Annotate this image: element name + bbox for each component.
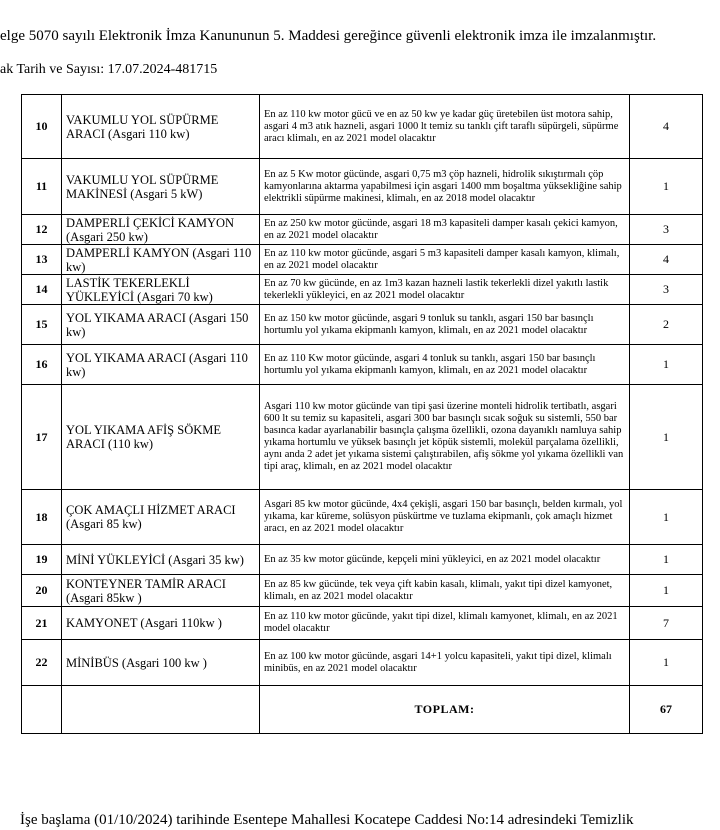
vehicle-name: MİNİBÜS (Asgari 100 kw ): [62, 640, 260, 686]
table-row: [22, 305, 703, 345]
vehicle-name: ÇOK AMAÇLI HİZMET ARACI (Asgari 85 kw): [62, 490, 260, 545]
vehicle-quantity: 1: [630, 575, 703, 607]
footer-text: İşe başlama (01/10/2024) tarihinde Esentepe Mahallesi Kocatepe Caddesi No:14 adresindeki Temizlik: [20, 812, 634, 828]
table-row: [22, 215, 703, 245]
row-number: 10: [22, 95, 62, 159]
row-number: 14: [22, 275, 62, 305]
vehicle-description: En az 110 Kw motor gücünde, asgari 4 tonluk su tanklı, asgari 150 bar basınçlı hortumlu yol yıkama ekipmanlı kamyon, klimalı, en az 2021 model olacaktır: [260, 345, 630, 385]
total-label: TOPLAM:: [260, 686, 630, 734]
vehicle-quantity: 1: [630, 545, 703, 575]
vehicle-description: En az 150 kw motor gücünde, asgari 9 tonluk su tanklı, asgari 150 bar basınçlı hortumlu yol yıkama ekipmanlı kamyon, klimalı, en az 2021 model olacaktır: [260, 305, 630, 345]
vehicle-quantity: 4: [630, 95, 703, 159]
table-row: [22, 490, 703, 545]
row-number: 15: [22, 305, 62, 345]
row-number: 18: [22, 490, 62, 545]
vehicle-description: En az 110 kw motor gücünde, yakıt tipi dizel, klimalı kamyonet, klimalı, en az 2021 model olacaktır: [260, 607, 630, 640]
vehicle-quantity: 1: [630, 159, 703, 215]
vehicle-name: MİNİ YÜKLEYİCİ (Asgari 35 kw): [62, 545, 260, 575]
row-number: 12: [22, 215, 62, 245]
vehicle-quantity: 1: [630, 345, 703, 385]
row-number: 20: [22, 575, 62, 607]
vehicle-quantity: 1: [630, 385, 703, 490]
total-quantity: 67: [630, 686, 703, 734]
vehicle-name: YOL YIKAMA ARACI (Asgari 150 kw): [62, 305, 260, 345]
row-number: 21: [22, 607, 62, 640]
document-date-number: ak Tarih ve Sayısı: 17.07.2024-481715: [0, 62, 218, 77]
vehicle-description: Asgari 85 kw motor gücünde, 4x4 çekişli, asgari 150 bar basınçlı, belden kırmalı, yol yıkama, kar küreme, solüsyon püskürtme ve tuzlama ekipmanlı, çok amaçlı hizmet aracı, en az 2021 model olacaktır: [260, 490, 630, 545]
vehicle-quantity: 3: [630, 215, 703, 245]
table-row: [22, 640, 703, 686]
vehicle-description: En az 5 Kw motor gücünde, asgari 0,75 m3 çöp hazneli, hidrolik sıkıştırmalı çöp kamyonlarına aktarma yapabilmesi için asgari 1400 mm boşaltma yüksekliğine sahip elektrikli süpürme makinesi, klimalı, en az 2018 model olacaktır: [260, 159, 630, 215]
table-row: [22, 95, 703, 159]
row-number: 11: [22, 159, 62, 215]
vehicle-name: YOL YIKAMA AFİŞ SÖKME ARACI (110 kw): [62, 385, 260, 490]
table-row: [22, 159, 703, 215]
vehicle-name: KONTEYNER TAMİR ARACI (Asgari 85kw ): [62, 575, 260, 607]
vehicle-description: En az 35 kw motor gücünde, kepçeli mini yükleyici, en az 2021 model olacaktır: [260, 545, 630, 575]
row-number: 16: [22, 345, 62, 385]
total-row: [22, 686, 703, 734]
vehicle-quantity: 4: [630, 245, 703, 275]
vehicle-quantity: 1: [630, 640, 703, 686]
vehicle-name: YOL YIKAMA ARACI (Asgari 110 kw): [62, 345, 260, 385]
row-number: 17: [22, 385, 62, 490]
table-row: [22, 275, 703, 305]
table-row: [22, 345, 703, 385]
vehicle-quantity: 1: [630, 490, 703, 545]
table-row: [22, 607, 703, 640]
row-number: 19: [22, 545, 62, 575]
signature-notice: elge 5070 sayılı Elektronik İmza Kanununun 5. Maddesi gereğince güvenli elektronik imza ile imzalanmıştır.: [0, 28, 657, 44]
vehicle-name: KAMYONET (Asgari 110kw ): [62, 607, 260, 640]
vehicle-description: En az 70 kw gücünde, en az 1m3 kazan hazneli lastik tekerlekli dizel yakıtlı lastik tekerlekli yükleyici, en az 2021 model olacaktır: [260, 275, 630, 305]
vehicle-quantity: 7: [630, 607, 703, 640]
vehicle-description: En az 110 kw motor gücünde, asgari 5 m3 kapasiteli damper kasalı kamyon, klimalı, en az 2021 model olacaktır: [260, 245, 630, 275]
row-number: 13: [22, 245, 62, 275]
vehicle-description: En az 110 kw motor gücü ve en az 50 kw ye kadar güç üretebilen üst motora sahip, asgari 4 m3 atık hazneli, asgari 1000 lt temiz su tanklı çift taraflı süpürgeli, süpürme aracı klimalı, en az 2021 model olacaktır: [260, 95, 630, 159]
vehicle-description: Asgari 110 kw motor gücünde van tipi şasi üzerine monteli hidrolik tertibatlı, asgari 600 lt su temiz su kapasiteli, asgari 300 bar basınçlı sıcak soğuk su sistemli, 550 bar basınca kadar ayarlanabilir basınçla çalışma özellikli, ozona dayanıklı namluya sahip yıkama hortumlu ve yüksek basınçlı jet köpük sistemli, molekül parçalama özellikli, aynı anda 2 adet jet yıkama sistemi çalıştırabilen, afiş sökme yol yıkama özellikli van tipi araç, klimalı, en az 2021 model olacaktır: [260, 385, 630, 490]
vehicle-description: En az 85 kw gücünde, tek veya çift kabin kasalı, klimalı, yakıt tipi dizel kamyonet, klimalı, en az 2021 model olacaktır: [260, 575, 630, 607]
vehicle-quantity: 2: [630, 305, 703, 345]
vehicle-name: DAMPERLİ KAMYON (Asgari 110 kw): [62, 245, 260, 275]
vehicle-name: VAKUMLU YOL SÜPÜRME MAKİNESİ (Asgari 5 kW): [62, 159, 260, 215]
table-row: [22, 545, 703, 575]
vehicle-name: LASTİK TEKERLEKLİ YÜKLEYİCİ (Asgari 70 kw): [62, 275, 260, 305]
table-row: [22, 245, 703, 275]
vehicle-table: [21, 94, 703, 734]
total-empty-cell: [62, 686, 260, 734]
row-number: 22: [22, 640, 62, 686]
vehicle-name: DAMPERLİ ÇEKİCİ KAMYON (Asgari 250 kw): [62, 215, 260, 245]
vehicle-description: En az 250 kw motor gücünde, asgari 18 m3 kapasiteli damper kasalı çekici kamyon, en az 2021 model olacaktır: [260, 215, 630, 245]
vehicle-description: En az 100 kw motor gücünde, asgari 14+1 yolcu kapasiteli, yakıt tipi dizel, klimalı minibüs, en az 2021 model olacaktır: [260, 640, 630, 686]
total-empty-cell: [22, 686, 62, 734]
table-row: [22, 385, 703, 490]
vehicle-name: VAKUMLU YOL SÜPÜRME ARACI (Asgari 110 kw): [62, 95, 260, 159]
vehicle-quantity: 3: [630, 275, 703, 305]
table-row: [22, 575, 703, 607]
